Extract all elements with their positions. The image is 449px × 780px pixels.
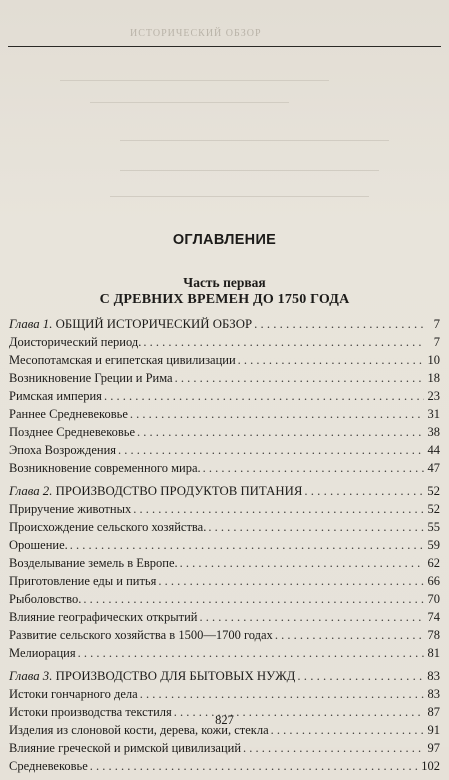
toc-entry-text: Эпоха Возрождения [9, 443, 117, 457]
toc-entry [9, 590, 440, 608]
toc-entry-page-number: 31 [427, 407, 440, 421]
toc-entry-text: Приготовление еды и питья [9, 574, 157, 588]
toc-chapters [9, 315, 440, 780]
toc-entry-text: Происхождение сельского хозяйства. [9, 520, 207, 534]
dot-leader [143, 333, 424, 351]
dot-leader [304, 482, 424, 500]
toc-entry [9, 554, 440, 572]
chapter-heading [9, 315, 440, 333]
dot-leader [203, 459, 424, 477]
chapter-title: ОБЩИЙ ИСТОРИЧЕСКИЙ ОБЗОР [55, 317, 253, 331]
toc-entry-page-number: 23 [427, 389, 440, 403]
toc-entry-page-number: 102 [421, 759, 440, 773]
toc-entry-page-number: 7 [433, 335, 440, 349]
toc-entry-page-number: 97 [427, 741, 440, 755]
dot-leader [243, 739, 424, 757]
toc-entry-page-number: 91 [427, 723, 440, 737]
toc-entry-page-number: 59 [427, 538, 440, 552]
dot-leader [104, 387, 424, 405]
toc-entry-text: Развитие сельского хозяйства в 1500—1700 годах [9, 628, 273, 642]
chapter-heading [9, 667, 440, 685]
dot-leader [175, 369, 424, 387]
chapter-label: Глава 3. [9, 669, 53, 683]
bleed-through-line [120, 170, 379, 171]
toc-entry [9, 608, 440, 626]
toc-entry [9, 644, 440, 662]
toc-entry [9, 351, 440, 369]
toc-entry [9, 423, 440, 441]
chapter-title: ПРОИЗВОДСТВО ПРОДУКТОВ ПИТАНИЯ [55, 484, 303, 498]
toc-entry [9, 333, 440, 351]
toc-entry-text: Возникновение Греции и Рима [9, 371, 173, 385]
toc-entry-text: Влияние греческой и римской цивилизаций [9, 741, 242, 755]
chapter-heading-text [9, 667, 295, 685]
toc-entry-text: Доисторический период. [9, 335, 142, 349]
toc-chapter [9, 315, 440, 477]
toc-entry [9, 626, 440, 644]
chapter-heading-text [9, 482, 302, 500]
chapter-label: Глава 2. [9, 484, 53, 498]
toc-chapter [9, 482, 440, 662]
toc-title: ОГЛАВЛЕНИЕ [172, 232, 277, 248]
toc-entry-page-number: 62 [427, 556, 440, 570]
chapter-label: Глава 1. [9, 317, 53, 331]
toc-entry-text: Раннее Средневековье [9, 407, 128, 421]
dot-leader [133, 500, 424, 518]
toc-entry [9, 572, 440, 590]
dot-leader [158, 572, 424, 590]
toc-entry-page-number: 55 [427, 520, 440, 534]
chapter-page-number: 7 [433, 317, 440, 331]
toc-entry [9, 405, 440, 423]
toc-entry-page-number: 70 [427, 592, 440, 606]
toc-entry-text: Средневековье [9, 759, 88, 773]
dot-leader [83, 590, 424, 608]
dot-leader [238, 351, 424, 369]
toc-entry-text: Возделывание земель в Европе. [9, 556, 178, 570]
dot-leader [90, 757, 419, 775]
toc-entry-text: Позднее Средневековье [9, 425, 136, 439]
toc-entry-page-number: 44 [427, 443, 440, 457]
dot-leader [137, 423, 424, 441]
dot-leader [254, 315, 424, 333]
toc-entry-text: Истоки производства текстиля [9, 705, 172, 719]
toc-entry-text: Месопотамская и египетская цивилизации [9, 353, 236, 367]
toc-entry-text: Истоки гончарного дела [9, 687, 138, 701]
toc-entry-page-number: 78 [427, 628, 440, 642]
toc-entry-page-number: 52 [427, 502, 440, 516]
dot-leader [140, 685, 424, 703]
bleed-through-line [60, 80, 329, 81]
dot-leader [70, 536, 424, 554]
dot-leader [275, 626, 424, 644]
toc-entry-text: Мелиорация [9, 646, 76, 660]
toc-entry [9, 369, 440, 387]
bleed-through-line [90, 102, 289, 103]
toc-entry-text: Орошение. [9, 538, 68, 552]
toc-entry [9, 500, 440, 518]
part-title: С ДРЕВНИХ ВРЕМЕН ДО 1750 ГОДА [99, 292, 350, 307]
dot-leader [180, 554, 424, 572]
bleed-through-line [110, 196, 369, 197]
toc-entry [9, 459, 440, 477]
toc-entry [9, 441, 440, 459]
running-header: ИСТОРИЧЕСКИЙ ОБЗОР [130, 28, 262, 39]
toc-entry-page-number: 18 [427, 371, 440, 385]
toc-entry [9, 757, 440, 775]
part-label: Часть первая [183, 275, 266, 290]
chapter-page-number: 52 [427, 484, 440, 498]
toc-entry-page-number: 74 [427, 610, 440, 624]
dot-leader [130, 405, 424, 423]
header-rule [8, 46, 441, 47]
toc-entry-page-number: 10 [427, 353, 440, 367]
toc-entry-page-number: 87 [427, 705, 440, 719]
chapter-heading [9, 482, 440, 500]
chapter-heading-text [9, 315, 252, 333]
dot-leader [78, 644, 424, 662]
toc-entry-text: Влияние географических открытий [9, 610, 198, 624]
toc-entry-page-number: 38 [427, 425, 440, 439]
toc-entry-text: Римская империя [9, 389, 102, 403]
toc-entry-page-number: 81 [427, 646, 440, 660]
toc-entry [9, 518, 440, 536]
page-number: 827 [215, 713, 234, 727]
toc-entry-text: Приручение животных [9, 502, 132, 516]
dot-leader [208, 518, 424, 536]
bleed-through-line [120, 140, 389, 141]
chapter-title: ПРОИЗВОДСТВО ДЛЯ БЫТОВЫХ НУЖД [55, 669, 296, 683]
toc-entry [9, 536, 440, 554]
toc-entry [9, 685, 440, 703]
toc-entry-page-number: 66 [427, 574, 440, 588]
toc-entry-text: Возникновение современного мира. [9, 461, 201, 475]
dot-leader [118, 441, 424, 459]
toc-entry [9, 739, 440, 757]
toc-entry-text: Изделия из слоновой кости, дерева, кожи, стекла [9, 723, 269, 737]
dot-leader [297, 667, 424, 685]
dot-leader [199, 608, 424, 626]
toc-entry [9, 387, 440, 405]
toc-entry-page-number: 83 [427, 687, 440, 701]
toc-entry-page-number: 47 [427, 461, 440, 475]
chapter-page-number: 83 [427, 669, 440, 683]
toc-entry-text: Рыболовство. [9, 592, 82, 606]
